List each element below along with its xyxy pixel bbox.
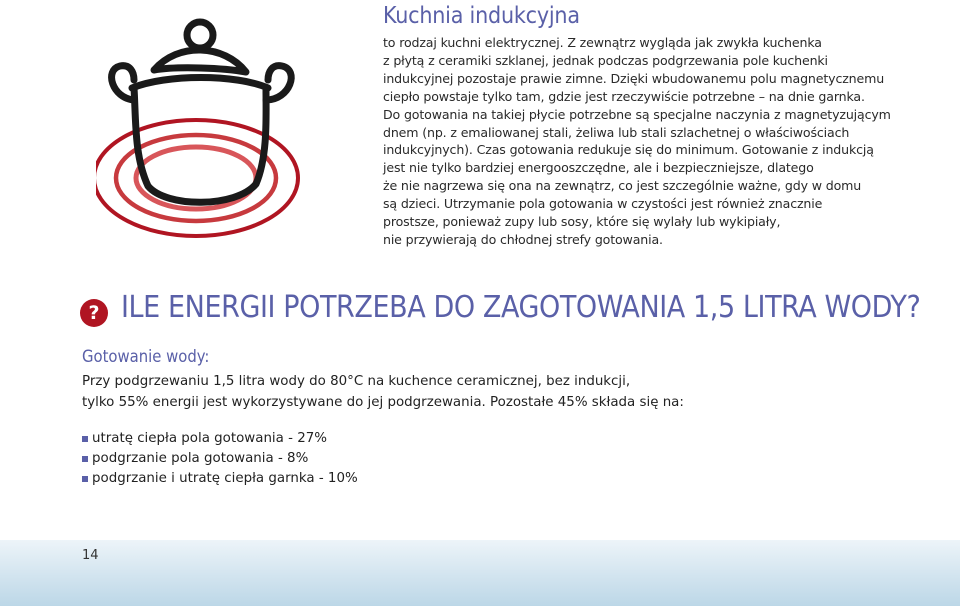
list-item (82, 449, 358, 469)
list-item (82, 429, 358, 449)
pot-rim (132, 78, 268, 89)
list-item-text: podgrzanie pola gotowania - 8% (92, 451, 309, 466)
energy-loss-list (82, 429, 358, 489)
question-mark-icon: ? (80, 299, 108, 327)
question-heading: ILE ENERGII POTRZEBA DO ZAGOTOWANIA 1,5 LITRA WODY? (121, 290, 921, 325)
section-body (383, 34, 903, 249)
body-line: z płytą z ceramiki szklanej, jednak podczas podgrzewania pole kuchenki (383, 52, 828, 68)
bullet-square-icon (82, 476, 88, 482)
page-number: 14 (82, 548, 99, 563)
body-line: indukcyjnej pozostaje prawie zimne. Dzięki wbudowanemu polu magnetycznemu (383, 70, 885, 86)
body-line: dnem (np. z emaliowanej stali, żeliwa lub stali szlachetnej o właściwościach (383, 124, 850, 140)
body-line: indukcyjnych). Czas gotowania redukuje się do minimum. Gotowanie z indukcją (383, 142, 874, 158)
section-title: Kuchnia indukcyjna (383, 3, 580, 29)
lid-knob (187, 22, 213, 48)
left-handle (112, 66, 134, 100)
right-handle (266, 66, 291, 100)
answer-intro (82, 371, 722, 413)
list-item-text: podgrzanie i utratę ciepła garnka - 10% (92, 471, 358, 486)
bullet-square-icon (82, 436, 88, 442)
body-line: Do gotowania na takiej płycie potrzebne są specjalne naczynia z magnetyzującym (383, 106, 891, 122)
answer-subheading: Gotowanie wody: (82, 347, 210, 366)
pot-on-induction-hob-illustration (96, 8, 336, 238)
footer-band (0, 540, 960, 606)
bullet-square-icon (82, 456, 88, 462)
intro-line: tylko 55% energii jest wykorzystywane do jej podgrzewania. Pozostałe 45% składa się na: (82, 395, 684, 410)
body-line: to rodzaj kuchni elektrycznej. Z zewnątrz wygląda jak zwykła kuchenka (383, 35, 822, 50)
intro-line: Przy podgrzewaniu 1,5 litra wody do 80°C na kuchence ceramicznej, bez indukcji, (82, 374, 631, 389)
list-item (82, 469, 358, 489)
body-line: nie przywierają do chłodnej strefy gotowania. (383, 231, 663, 247)
list-item-text: utratę ciepła pola gotowania - 27% (92, 431, 327, 446)
body-line: prostsze, ponieważ zupy lub sosy, które się wylały lub wykipiały, (383, 214, 781, 230)
body-line: że nie nagrzewa się ona na zewnątrz, co jest szczególnie ważne, gdy w domu (383, 178, 862, 194)
body-line: jest nie tylko bardziej energooszczędne, ale i bezpieczniejsze, dlatego (383, 160, 814, 176)
pot-lid (154, 50, 246, 72)
body-line: ciepło powstaje tylko tam, gdzie jest rzeczywiście potrzebne – na dnie garnka. (383, 88, 865, 104)
body-line: są dzieci. Utrzymanie pola gotowania w czystości jest również znacznie (383, 196, 823, 212)
